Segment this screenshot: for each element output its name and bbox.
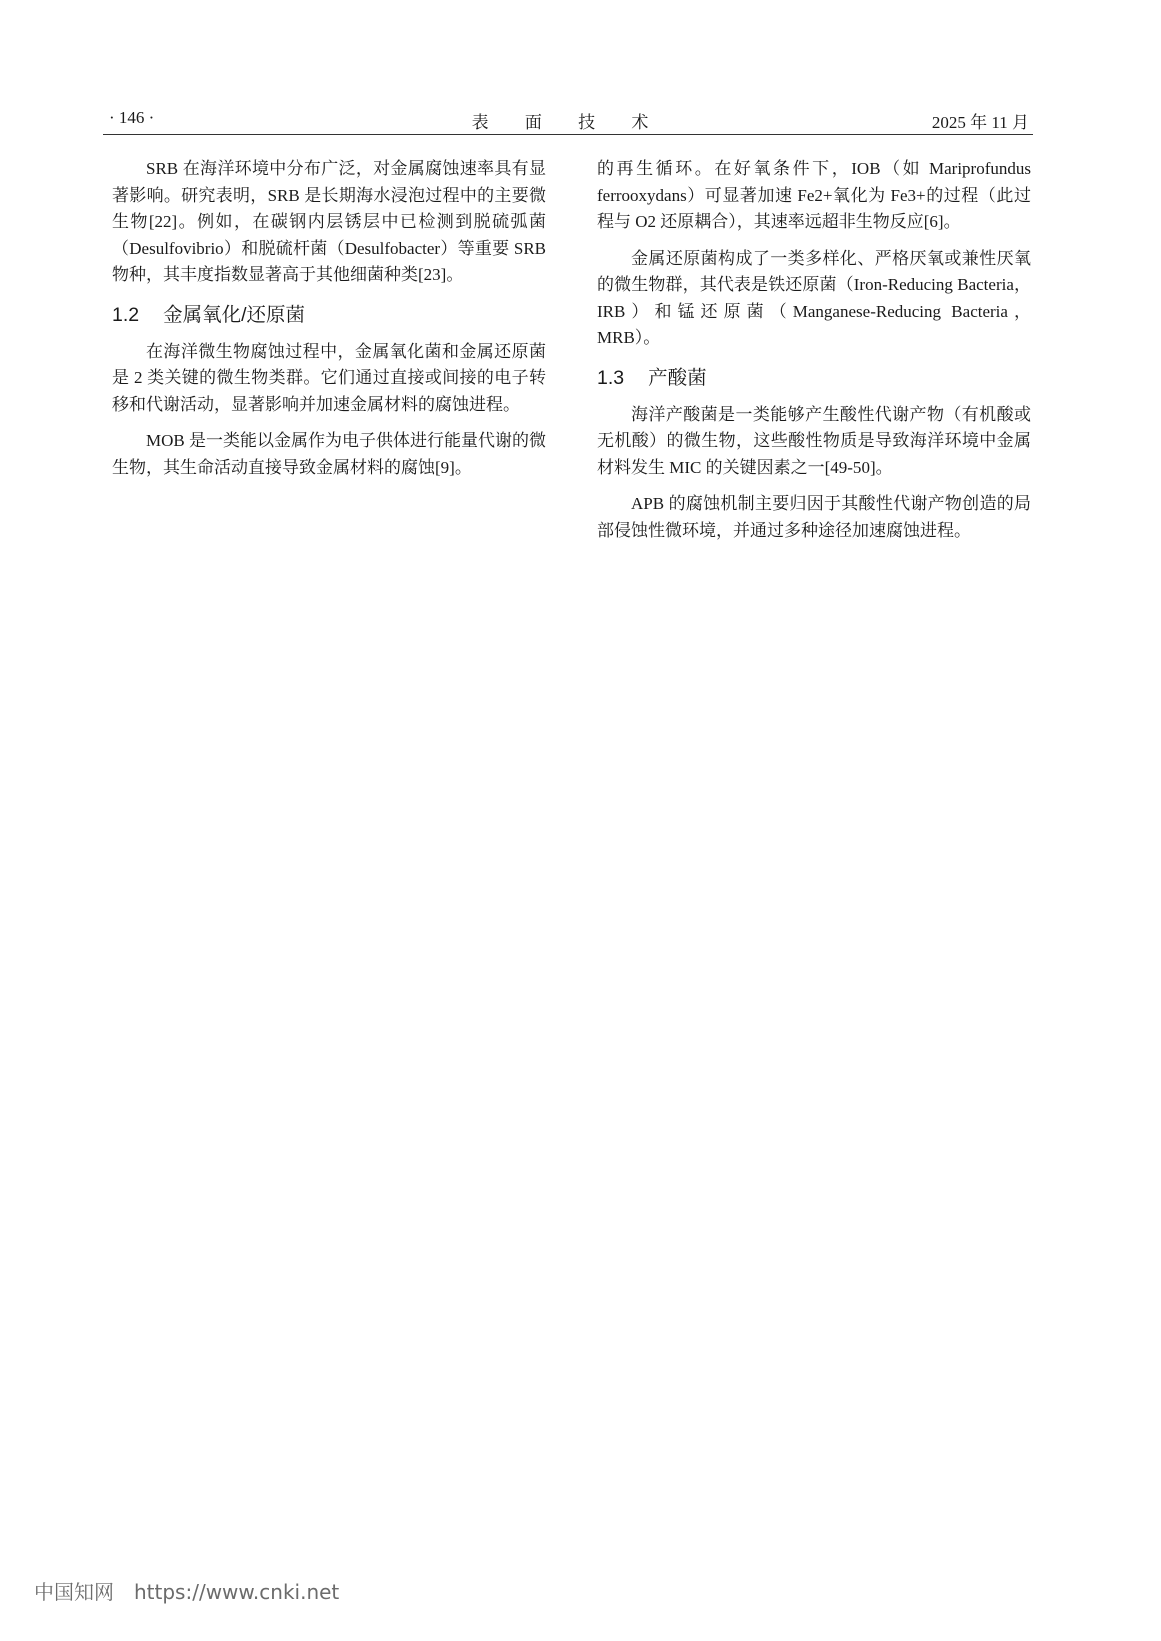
paragraph-mob-definition: MOB 是一类能以金属作为电子供体进行能量代谢的微生物，其生命活动直接导致金属材料的腐蚀[9]。: [112, 431, 546, 477]
paragraph-acid-producing-bacteria: 海洋产酸菌是一类能够产生酸性代谢产物（有机酸或无机酸）的微生物，这些酸性物质是导致海洋环境中金属材料发生 MIC 的关键因素之一[49-50]。: [597, 404, 1031, 477]
paragraph-apb-mechanism: APB 的腐蚀机制主要归因于其酸性代谢产物创造的局部侵蚀性微环境，并通过多种途径加速腐蚀进程。: [597, 494, 1031, 540]
section-title: 产酸菌: [648, 366, 707, 389]
paragraph-srb-distribution: SRB 在海洋环境中分布广泛，对金属腐蚀速率具有显著影响。研究表明，SRB 是长期海水浸泡过程中的主要微生物[22]。例如，在碳钢内层锈层中已检测到脱硫弧菌（Desulfovibrio）和脱硫杆菌（Desulfobacter）等重要 SRB 物种，其丰度指数显著高于其他细菌种类[23]。: [112, 159, 546, 284]
right-column: [597, 156, 1031, 554]
paragraph-metal-reducing-bacteria: 金属还原菌构成了一类多样化、严格厌氧或兼性厌氧的微生物群，其代表是铁还原菌（Iron-Reducing Bacteria，IRB）和锰还原菌（Manganese-Reducing Bacteria，MRB）。: [597, 248, 1031, 347]
section-number: 1.3: [597, 366, 625, 389]
running-header: [103, 104, 1033, 135]
cnki-site-name: 中国知网: [34, 1580, 114, 1604]
cnki-url: https://www.cnki.net: [134, 1580, 340, 1604]
section-heading-1-2: [112, 299, 546, 327]
section-number: 1.2: [112, 303, 140, 326]
left-column: [112, 156, 546, 491]
paragraph-metal-bacteria-intro: 在海洋微生物腐蚀过程中，金属氧化菌和金属还原菌是 2 类关键的微生物类群。它们通过直接或间接的电子转移和代谢活动，显著影响并加速金属材料的腐蚀进程。: [112, 341, 546, 414]
issue-date: 2025 年 11 月: [931, 113, 1029, 132]
cnki-watermark: [34, 1576, 359, 1605]
section-heading-1-3: [597, 362, 1031, 390]
page-number: · 146 ·: [109, 108, 155, 127]
journal-title: 表 面 技 术: [471, 113, 665, 132]
paragraph-regeneration-cycle: 的再生循环。在好氧条件下，IOB（如 Mariprofundus ferrooxydans）可显著加速 Fe2+氧化为 Fe3+的过程（此过程与 O2 还原耦合），其速率远超非生物反应[6]。: [597, 159, 1031, 231]
section-title: 金属氧化/还原菌: [163, 303, 306, 326]
